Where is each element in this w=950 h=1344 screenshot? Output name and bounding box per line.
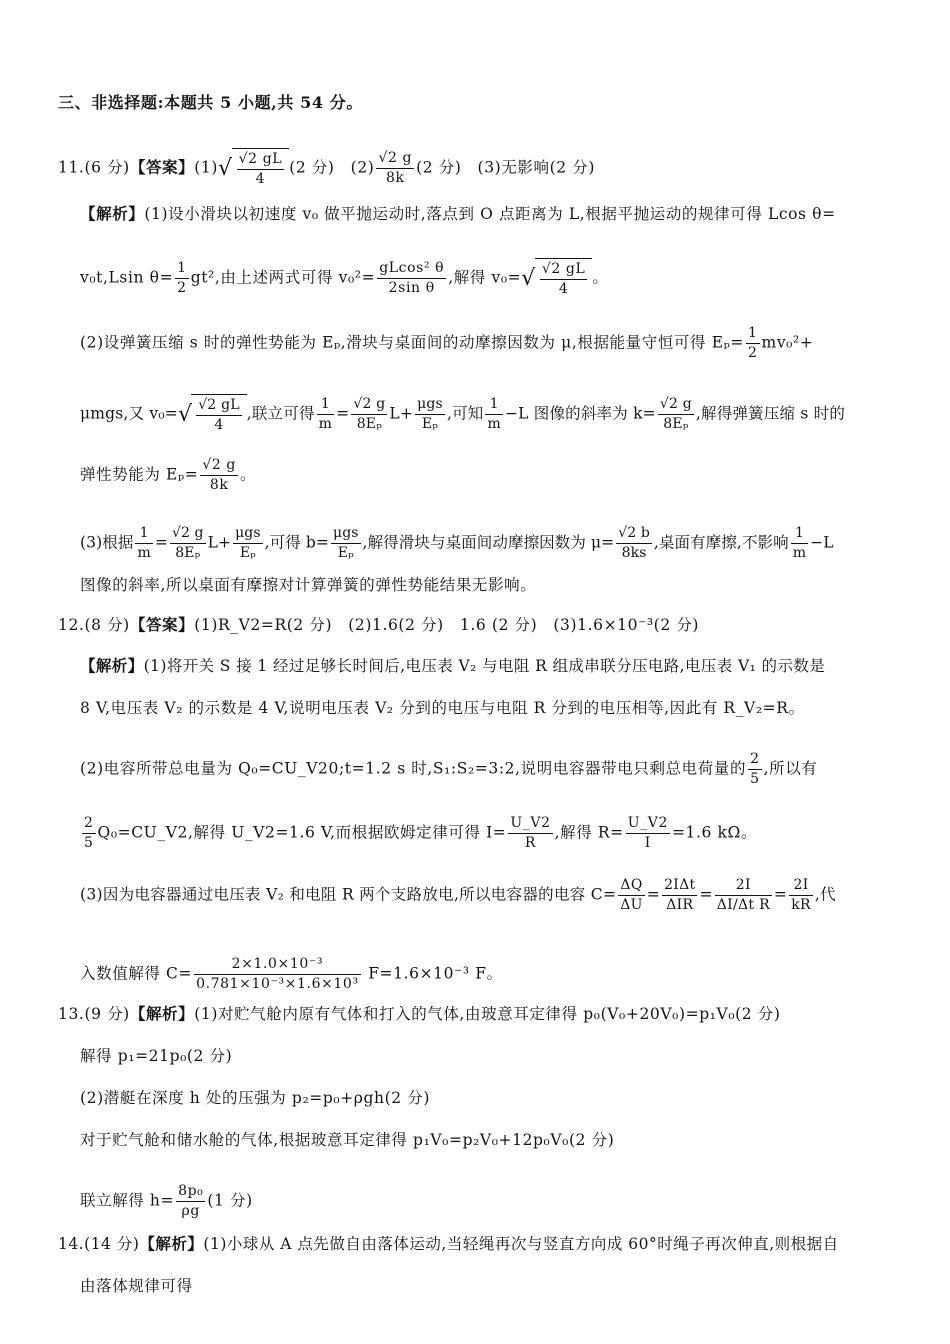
q12-analysis-line-2: 8 V,电压表 V₂ 的示数是 4 V,说明电压表 V₂ 分到的电压与电阻 R 分到的电压相等,因此有 R_V₂=R。 [80,699,805,717]
text: ,桌面有摩擦,不影响 [653,533,789,552]
text: F=1.6×10⁻³ F。 [362,964,503,983]
fraction [317,395,334,434]
denominator: m [487,416,501,432]
fraction [658,395,694,434]
text: ,解得 R= [554,823,624,842]
numerator: 2IΔt [662,876,697,896]
denominator: kR [791,897,811,913]
denominator: 5 [750,771,760,787]
numerator: 1 [485,395,502,415]
text: ,解得滑块与桌面间动摩擦因数为 μ= [362,533,615,552]
text: (1 分) [207,1191,253,1210]
numerator: √2 g [170,524,206,544]
fraction [82,814,96,853]
fraction [135,524,152,563]
fraction [233,524,263,563]
fraction [415,395,445,434]
q13-line-1 [58,1004,898,1024]
q11-analysis-line-5 [80,456,898,495]
radicand [535,258,593,299]
fraction [540,260,588,299]
q13-head: 13.(9 分) [58,1005,130,1023]
numerator: 1 [317,395,334,415]
fraction [748,750,762,789]
fraction [618,876,645,915]
denominator: 2sin θ [388,280,435,296]
analysis-tag: 【解析】 [80,204,145,223]
text: v₀t,Lsin θ= [80,268,174,287]
q13-line-5 [80,1182,898,1221]
q11-head: 11.(6 分) [58,158,130,177]
denominator: Eₚ [421,416,439,432]
fraction [331,524,361,563]
denominator: Eₚ [337,545,354,561]
q11-answer-tag: 【答案】 [129,157,195,177]
numerator: √2 gL [237,150,285,170]
numerator: √2 g [200,456,238,476]
denominator: 8Eₚ [663,416,689,432]
denominator: m [318,416,333,432]
text: Q₀=CU_V2,解得 U_V2=1.6 V,而根据欧姆定律可得 I= [97,823,507,842]
numerator: 2I [789,876,813,896]
numerator: √2 g [351,395,387,415]
sqrt-sign: √ [177,401,193,427]
q12-answers: (1)R_V2=R(2 分) (2)1.6(2 分) 1.6 (2 分) (3)1.6×10⁻³(2 分) [194,616,700,634]
answer-tag: 【答案】 [129,615,195,634]
q12-analysis-line-6 [80,955,898,994]
fraction [200,456,238,495]
fraction [377,259,446,298]
numerator: √2 b [616,524,652,544]
text: ,可知 [446,404,484,423]
denominator: I [644,835,651,851]
analysis-tag: 【解析】 [80,656,144,675]
text: = [773,885,788,904]
denominator: 0.781×10⁻³×1.6×10³ [196,976,359,992]
text: = [154,533,168,552]
text: (1)设小滑块以初速度 v₀ 做平抛运动时,落点到 O 点距离为 L,根据平抛运动的规律可得 Lcos θ= [144,205,836,223]
fraction [616,524,652,563]
text: (2)设弹簧压缩 s 时的弹性势能为 Eₚ,滑块与桌面间的动摩擦因数为 μ,根据能量守恒可得 Eₚ= [80,333,744,352]
q11-a1-prefix: (1) [194,158,219,177]
text: (3)根据 [80,533,134,552]
text: L+ [207,533,232,552]
fraction [196,396,242,435]
text: = [699,885,713,904]
text: −L 图像的斜率为 k= [504,404,656,423]
analysis-tag: 【解析】 [129,1004,195,1023]
q13-line-4: 对于贮气舱和储水舱的气体,根据玻意耳定律得 p₁V₀=p₂V₀+12p₀V₀(2 分) [80,1131,615,1149]
denominator: 2 [748,345,758,361]
denominator: ρg [181,1203,200,1219]
fraction [175,259,189,298]
text: 联立解得 h= [80,1191,175,1210]
q11-analysis-line-1 [80,204,898,224]
q12-answer-line [58,615,898,635]
text: L+ [389,404,414,423]
q12-analysis-line-5 [80,876,898,915]
text: (2)电容所带总电量为 Q₀=CU_V20;t=1.2 s 时,S₁:S₂=3:2,说明电容器带电只剩总电荷量的 [80,759,747,778]
numerator: 1 [746,324,760,344]
fraction [170,524,206,563]
numerator: 1 [135,524,152,544]
text: ,联立可得 [246,404,315,423]
denominator: 4 [214,417,224,433]
denominator: 8Eₚ [356,416,383,432]
text: (1)对贮气舱内原有气体和打入的气体,由玻意耳定律得 p₀(V₀+20V₀)=p₁V₀(2 分) [194,1005,781,1023]
denominator: ΔIR [666,897,694,913]
numerator: √2 gL [540,260,588,280]
fraction [485,395,502,434]
q11-a2-fraction [376,149,414,188]
numerator: μgs [233,524,263,544]
analysis-tag: 【解析】 [139,1234,204,1253]
denominator: 4 [255,171,266,187]
text: 弹性势能为 Eₚ= [80,465,199,484]
text: ,代 [814,885,836,904]
q12-analysis-line-3 [80,750,898,789]
numerator: √2 g [376,149,414,169]
numerator: 2 [748,750,762,770]
fraction [715,876,772,915]
q11-analysis-line-6 [80,524,898,563]
numerator: U_V2 [626,814,670,834]
fraction [746,324,760,363]
text: = [646,885,661,904]
text: 。 [592,268,609,287]
text: (1)将开关 S 接 1 经过足够长时间后,电压表 V₂ 与电阻 R 组成串联分压电路,电压表 V₁ 的示数是 [143,657,826,675]
q11-a1-post: (2 分) (2) [289,158,375,177]
q11-analysis-line-4 [80,394,898,435]
numerator: √2 gL [196,396,242,416]
text: (3)因为电容器通过电压表 V₂ 和电阻 R 两个支路放电,所以电容器的电容 C= [80,885,617,904]
denominator: 5 [84,835,94,851]
text: mv₀²+ [761,333,814,352]
text: μmgs,又 v₀= [80,404,178,423]
denominator: 8k [209,477,229,493]
numerator: μgs [331,524,361,544]
denominator: 8Eₚ [175,545,201,561]
fraction [176,1182,205,1221]
numerator: √2 g [658,395,694,415]
q11-a1-radicand [232,148,290,189]
numerator: 1 [791,524,808,544]
q13-line-2: 解得 p₁=21p₀(2 分) [80,1047,233,1065]
numerator: 8p₀ [176,1182,205,1202]
numerator: μgs [415,395,445,415]
denominator: ΔU [620,897,643,913]
text: ,可得 b= [264,533,329,552]
sqrt-sign: √ [521,265,536,291]
numerator: 2I [715,876,772,896]
q11-a1-fraction [237,150,285,189]
text: ,所以有 [763,759,818,778]
radicand [191,394,247,435]
denominator: 4 [558,281,569,297]
q11-analysis-line-3 [80,324,898,363]
q14-line-1 [58,1234,898,1254]
q12-analysis-line-1 [80,656,898,676]
text: ,解得弹簧压缩 s 时的 [695,404,846,423]
text: =1.6 kΩ。 [671,823,758,842]
numerator: 1 [175,259,189,279]
numerator: gLcos² θ [377,259,446,279]
denominator: 2 [177,280,187,296]
fraction [194,955,361,994]
q14-head: 14.(14 分) [58,1235,140,1253]
numerator: 2×1.0×10⁻³ [194,955,361,975]
numerator: 2 [82,814,96,834]
text: 。 [239,465,257,484]
denominator: ΔI/Δt R [716,897,770,913]
fraction [789,876,813,915]
fraction [508,814,552,853]
denominator: 8ks [621,545,647,561]
text: gt²,由上述两式可得 v₀²= [190,268,376,287]
q12-analysis-line-4 [80,814,898,853]
fraction [626,814,670,853]
q11-a2-post: (2 分) (3)无影响(2 分) [416,158,595,177]
section-title: 三、非选择题:本题共 5 小题,共 54 分。 [58,93,363,112]
q11-analysis-line-2 [80,258,898,299]
text: = [336,404,350,423]
numerator: U_V2 [508,814,552,834]
text: −L [810,533,834,552]
denominator: R [524,835,537,851]
numerator: ΔQ [618,876,645,896]
text: 入数值解得 C= [80,964,193,983]
sqrt-sign: √ [218,155,233,181]
q13-line-3: (2)潜艇在深度 h 处的压强为 p₂=p₀+ρgh(2 分) [80,1089,430,1107]
q11-analysis-line-7: 图像的斜率,所以桌面有摩擦对计算弹簧的弹性势能结果无影响。 [80,576,537,594]
denominator: m [792,545,807,561]
q11-answer-line [58,148,898,189]
fraction [662,876,697,915]
fraction [351,395,387,434]
denominator: m [137,545,151,561]
q12-head: 12.(8 分) [58,616,130,634]
text: (1)小球从 A 点先做自由落体运动,当轻绳再次与竖直方向成 60°时绳子再次伸直,则根据自 [203,1235,839,1253]
q14-line-2: 由落体规律可得 [80,1277,193,1295]
denominator: Eₚ [239,545,256,561]
denominator: 8k [385,170,405,186]
text: ,解得 v₀= [448,268,522,287]
fraction [791,524,808,563]
